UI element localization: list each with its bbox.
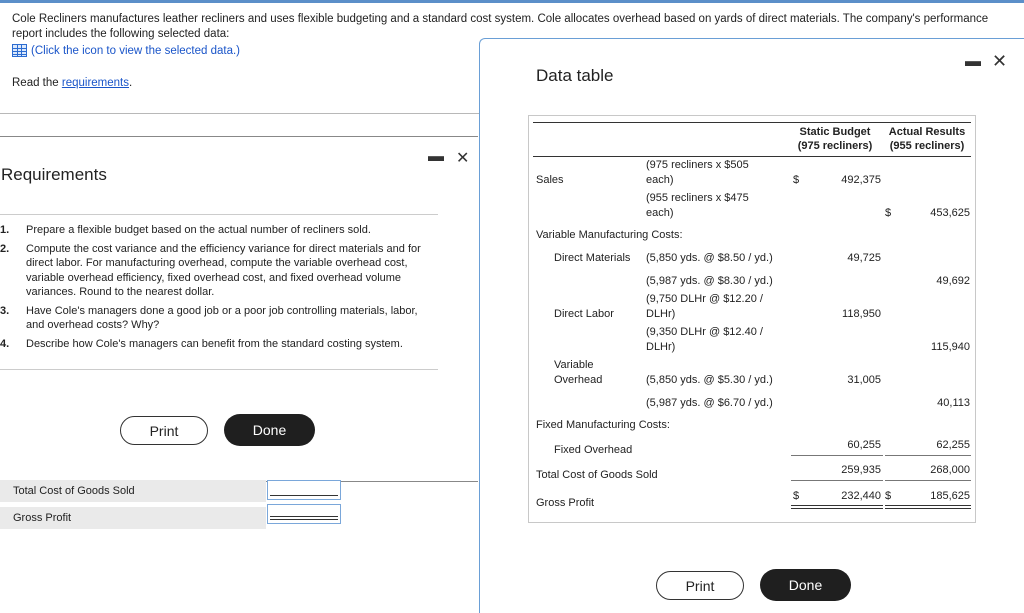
subtotal-rule [885, 480, 971, 481]
divider [0, 214, 438, 215]
dm-actual-desc: (5,987 yds. @ $8.30 / yd.) [646, 275, 773, 287]
sales-static-desc: (975 recliners x $505 [646, 159, 749, 171]
dl-static-value: 118,950 [842, 308, 881, 320]
cogs-row-label: Total Cost of Goods Sold [0, 480, 266, 502]
minimize-icon[interactable]: ▬ [965, 53, 981, 70]
gross-profit-row-label: Gross Profit [0, 507, 266, 529]
gp-actual-value: 185,625 [930, 490, 970, 502]
done-button[interactable]: Done [760, 569, 851, 601]
dl-static-desc: DLHr) [646, 308, 676, 320]
subtotal-rule [791, 455, 883, 456]
data-table [528, 115, 976, 523]
fo-actual-value: 62,255 [936, 439, 970, 451]
static-budget-header: Static Budget [799, 126, 871, 138]
variable-overhead-label: Overhead [554, 374, 603, 386]
list-item [0, 223, 436, 237]
item-text: Compute the cost variance and the efficiency variance for direct materials and for direct labor. For manufacturing overhead, compute the variable overhead cost, variable overhead efficiency, fixed overhead cost, and fixed overhead volume variances. Round to the nearest dollar. [26, 243, 421, 298]
item-number: 2. [0, 243, 10, 256]
dollar-sign: $ [885, 490, 892, 502]
sales-static-value: 492,375 [841, 174, 881, 186]
static-budget-subheader: (975 recliners) [797, 140, 873, 152]
data-table-title: Data table [536, 66, 614, 85]
item-text: Describe how Cole's managers can benefit from the standard costing system. [26, 338, 403, 351]
dm-actual-value: 49,692 [936, 275, 970, 287]
list-item [0, 242, 436, 299]
divider [0, 113, 480, 114]
read-prefix: Read the [12, 77, 62, 89]
item-number: 3. [0, 305, 10, 318]
fo-static-value: 60,255 [847, 439, 881, 451]
sales-actual-value: 453,625 [930, 207, 970, 219]
total-double-rule [791, 508, 883, 509]
dm-static-desc: (5,850 yds. @ $8.50 / yd.) [646, 252, 773, 264]
cogs-label: Total Cost of Goods Sold [536, 469, 658, 481]
view-data-link[interactable] [12, 44, 240, 57]
data-table-dialog [479, 38, 1024, 613]
variable-mfg-costs-label: Variable Manufacturing Costs: [536, 229, 683, 241]
fixed-overhead-label: Fixed Overhead [554, 444, 633, 456]
view-data-link-text[interactable]: (Click the icon to view the selected data.) [31, 44, 241, 57]
minimize-icon[interactable]: ▬ [428, 148, 444, 165]
dl-static-desc: (9,750 DLHr @ $12.20 / [646, 293, 763, 305]
item-number: 1. [0, 224, 10, 236]
cogs-actual-value: 268,000 [930, 464, 970, 476]
dl-actual-desc: (9,350 DLHr @ $12.40 / [646, 326, 763, 338]
cogs-static-value: 259,935 [841, 464, 881, 476]
dollar-sign: $ [793, 490, 800, 502]
dl-actual-desc: DLHr) [646, 341, 676, 353]
variable-overhead-label: Variable [554, 359, 594, 371]
dl-actual-value: 115,940 [931, 341, 970, 353]
read-suffix: . [129, 77, 133, 89]
top-accent-bar [0, 0, 1024, 3]
sales-actual-desc: (955 recliners x $475 [646, 192, 749, 204]
vo-static-desc: (5,850 yds. @ $5.30 / yd.) [646, 374, 773, 386]
sales-actual-desc: each) [646, 207, 674, 219]
close-icon[interactable]: ✕ [456, 150, 470, 167]
sales-static-desc: each) [646, 174, 674, 186]
requirements-dialog [0, 136, 478, 482]
item-number: 4. [0, 338, 10, 351]
requirements-title: Requirements [1, 165, 107, 184]
print-button[interactable]: Print [120, 416, 208, 445]
print-button[interactable]: Print [656, 571, 744, 600]
table-icon[interactable] [12, 44, 27, 57]
subtotal-rule [791, 480, 883, 481]
vo-actual-value: 40,113 [937, 397, 970, 409]
subtotal-rule [885, 455, 971, 456]
vo-static-value: 31,005 [847, 374, 881, 386]
table-top-rule [533, 122, 971, 123]
actual-results-subheader: (955 recliners) [889, 140, 965, 152]
requirements-list [0, 223, 436, 357]
total-double-rule [885, 508, 971, 509]
dollar-sign: $ [885, 207, 892, 219]
list-item [0, 304, 436, 332]
close-icon[interactable]: ✕ [992, 51, 1008, 71]
done-button[interactable]: Done [224, 414, 315, 446]
header-rule [533, 156, 971, 157]
actual-results-header: Actual Results [888, 126, 966, 138]
gross-profit-label: Gross Profit [536, 497, 595, 509]
read-requirements [12, 77, 132, 89]
vo-actual-desc: (5,987 yds. @ $6.70 / yd.) [646, 397, 773, 409]
fixed-mfg-costs-label: Fixed Manufacturing Costs: [536, 419, 670, 431]
total-double-rule [791, 505, 883, 506]
divider [0, 369, 438, 370]
dm-static-value: 49,725 [847, 252, 881, 264]
requirements-link[interactable]: requirements [61, 77, 129, 89]
direct-materials-label: Direct Materials [554, 252, 631, 264]
list-item [0, 337, 436, 351]
gross-profit-input[interactable] [267, 504, 341, 524]
item-text: Have Cole's managers done a good job or a poor job controlling materials, labor, and overhead costs? Why? [26, 305, 418, 332]
problem-intro: Cole Recliners manufactures leather recliners and uses flexible budgeting and a standard cost system. Cole allocates overhead based on yards of direct materials. The company's performance report includes the following selected data: [12, 13, 989, 40]
gp-static-value: 232,440 [841, 490, 881, 502]
cogs-input[interactable] [267, 480, 341, 500]
sales-label: Sales [536, 174, 564, 186]
dollar-sign: $ [793, 174, 800, 186]
item-text: Prepare a flexible budget based on the actual number of recliners sold. [26, 224, 371, 236]
direct-labor-label: Direct Labor [554, 308, 614, 320]
total-double-rule [885, 505, 971, 506]
